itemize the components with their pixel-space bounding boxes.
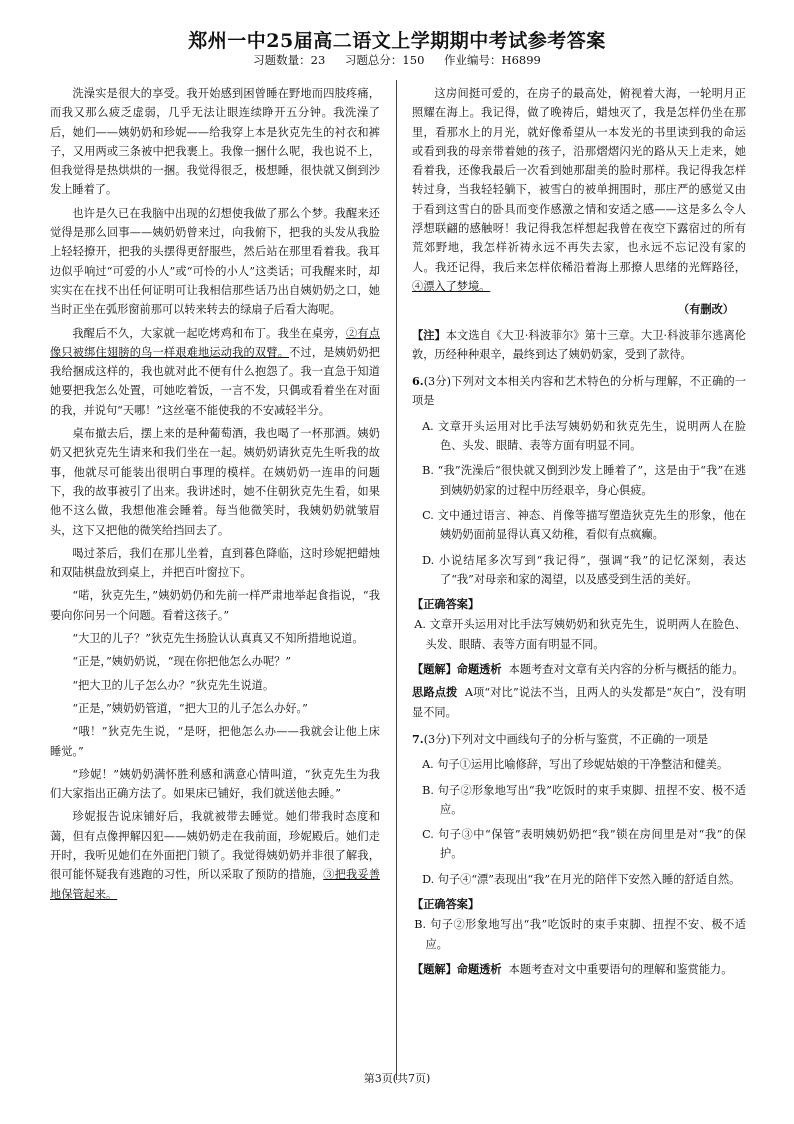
passage-paragraph: “正是，”姨奶奶管道，“把大卫的儿子怎么办好。” [72, 701, 308, 715]
question-7 [412, 730, 746, 749]
q6-answer: A. 文章开头运用对比手法写姨奶奶和狄克先生，说明两人在脸色、头发、眼睛、表等方面有明显不同。 [414, 618, 746, 651]
q7-option-d: D. 句子④“漂”表现出“我”在月光的陪伴下安然入睡的舒适自然。 [422, 872, 741, 886]
passage-paragraph: “大卫的儿子？”狄克先生扬脸认认真真又不知所措地说道。 [72, 632, 364, 646]
passage-paragraph: “哦！”狄克先生说，“是呀，把他怎么办——我就会让他上床睡觉。” [50, 725, 380, 758]
analysis-label: 【题解】命题透析 [412, 961, 502, 976]
question-text: (3分)下列对文本相关内容和艺术特色的分析与理解，不正确的一项是 [412, 375, 746, 408]
analysis-text: 本题考查对文章有关内容的分析与概括的能力。 [508, 663, 744, 677]
passage-paragraph: “喏，狄克先生，”姨奶奶仍和先前一样严肃地举起食指说，“我要向你问另一个问题。看着这孩子。” [50, 589, 380, 622]
passage-paragraph [50, 807, 380, 903]
question-number: 6. [412, 374, 424, 389]
passage-paragraph: “珍妮！”姨奶奶满怀胜利感和满意心情叫道，“狄克先生为我们大家指出正确方法了。如果床已铺好，我们就送他去睡。” [50, 767, 380, 801]
question-number: 7. [412, 731, 424, 746]
page-title: 郑州一中25届高二语文上学期期中考试参考答案 [188, 30, 606, 52]
q6-option-c: C. 文中通过语言、神态、肖像等描写塑造狄克先生的形象，他在姨奶奶面前显得认真又幼稚，看似有点疯癫。 [422, 508, 746, 542]
q7-analysis [412, 960, 746, 979]
passage-text: 我醒后不久，大家就一起吃烤鸡和布丁。我坐在桌旁， [72, 326, 346, 340]
q7-option-b: B. 句子②形象地写出“我”吃饭时的束手束脚、扭捏不安、极不适应。 [422, 783, 746, 816]
q6-option-a: A. 文章开头运用对比手法写姨奶奶和狄克先生，说明两人在脸色、头发、眼睛、表等方面有明显不同。 [422, 419, 746, 453]
passage-paragraph: 洗澡实是很大的享受。我开始感到困曾睡在野地而四肢疼痛，而我又那么疲乏虚弱，几乎无法让眼连续睁开五分钟。我洗澡了后，她们——姨奶奶和珍妮——给我穿上本是狄克先生的衬衣和裤子，又用两或三条被中把我裹上。我像一捆什么呢，我也说不上，但我觉得是热烘烘的一捆。我觉得很乏，极想睡，很快就又倒到沙发上睡着了。 [50, 87, 380, 197]
hint-label: 思路点拨 [412, 685, 458, 700]
underlined-sentence-2: ②有点像只被绑住翅膀的鸟一样艰难地运动我的双臂。 [50, 326, 380, 359]
hint-text: A项“对比”说法不当，且两人的头发都是“灰白”，没有明显不同。 [412, 686, 746, 719]
question-text: (3分)下列对文中画线句子的分析与鉴赏，不正确的一项是 [423, 732, 709, 746]
underlined-sentence-4: ④漂入了梦境。 [412, 279, 491, 293]
q6-answer-label: 【正确答案】 [412, 597, 480, 612]
q7-answer-label: 【正确答案】 [412, 896, 480, 911]
q7-option-a: A. 句子①运用比喻修辞，写出了珍妮姑娘的干净整洁和健美。 [422, 758, 729, 772]
note-text: 本文选自《大卫·科波菲尔》第十三章。大卫·科波菲尔逃离伦敦，历经种种艰辛，最终到达了姨奶奶家，受到了款待。 [412, 328, 746, 361]
source-note [412, 326, 746, 365]
total-score: 习题总分：150 [344, 53, 425, 67]
assignment-number: 作业编号：H6899 [444, 53, 541, 67]
abridged-mark: （有删改） [678, 302, 734, 317]
q7-option-c: C. 句子③中“保管”表明姨奶奶把“我”锁在房间里是对“我”的保护。 [422, 828, 746, 861]
exam-meta [0, 52, 794, 68]
analysis-label: 【题解】命题透析 [412, 662, 502, 677]
q7-answer: B. 句子②形象地写出“我”吃饭时的束手束脚、扭捏不安、极不适应。 [414, 918, 746, 951]
passage-paragraph [412, 84, 746, 296]
question-count: 习题数量：23 [253, 53, 326, 67]
passage-paragraph: 也许是久已在我脑中出现的幻想使我做了那么个梦。我醒来还觉得是那么回事——姨奶奶曾来过，向我俯下，把我的头发从我脸上轻轻撩开，把我的头摆得更舒服些，然后站在那里看着我。我耳边似乎响过“可爱的小人”或“可怜的小人”这类话；可我醒来时，却实实在在找不出任何证明可让我相信那些话乃出自姨奶奶之口，她当时正坐在弧形窗前那可以转来转去的绿扇子后看大海呢。 [50, 206, 380, 317]
right-column [412, 84, 746, 983]
q6-hint [412, 683, 746, 722]
passage-text: 珍妮报告说床铺好后，我就被带去睡觉。她们带我时态度和蔼，但有点像押解囚犯——姨奶奶走在我前面，珍妮殿后。她们走开时，我听见她们在外面把门锁了。我觉得姨奶奶并非很了解我，很可能怀疑我有逃跑的习性，所以采取了预防的措施， [50, 810, 380, 882]
q6-option-b: B. “我”洗澡后“很快就又倒到沙发上睡着了”，这是由于“我”在逃到姨奶奶家的过程中历经艰辛，身心俱疲。 [422, 464, 746, 497]
passage-paragraph: 喝过茶后，我们在那儿坐着，直到暮色降临，这时珍妮把蜡烛和双陆棋盘放到桌上，并把百叶窗拉下。 [50, 546, 380, 580]
passage-text: 这房间挺可爱的，在房子的最高处，俯视着大海，一轮明月正照耀在海上。我记得，做了晚祷后，蜡烛灭了，我是怎样仍坐在那里，看那水上的月光，就好像希望从一本发光的书里读到我的命运或看到我的母亲带着她的孩子，沿那熠熠闪光的路从天上走来，她看着我，还像我最后一次看到她那甜美的脸时那样。我记得我怎样转过身，当我轻轻躺下，被雪白的被单拥围时，那庄严的感觉又由于看到这雪白的卧具而变作感激之情和安适之感——这是多么令人浮想联翩的感触呀！我记得我怎样想起我曾在夜空下露宿过的所有荒郊野地，我怎样祈祷永远不再失去家，也永远不忘记没有家的人。我还记得，我后来怎样依稀沿着海上那撩人思绪的光辉路径， [412, 87, 746, 274]
passage-paragraph [50, 324, 380, 420]
left-column [50, 84, 380, 908]
passage-paragraph: “把大卫的儿子怎么办？”狄克先生说道。 [72, 678, 275, 692]
note-label: 【注】 [412, 327, 446, 342]
q6-analysis [412, 660, 746, 679]
column-divider [396, 80, 397, 1080]
passage-paragraph: 桌布撤去后，摆上来的是种葡萄酒，我也喝了一杯那酒。姨奶奶又把狄克先生请来和我们坐在一起。姨奶奶请狄克先生听我的故事，他就尽可能装出很明白事理的模样。在姨奶奶一连串的问题下，我的故事被引了出来。我讲述时，她不住朝狄克先生看，如果他不这么做，我想他准会睡着。每当他微笑时，我姨奶奶就皱眉头，这下又把他的微笑给挡回去了。 [50, 427, 380, 537]
underlined-sentence-3: ③把我妥善地保管起来。 [50, 868, 380, 901]
page-number: 第3页(共7页) [363, 1072, 431, 1085]
passage-paragraph: “正是，”姨奶奶说，“现在你把他怎么办呢？” [72, 655, 292, 669]
passage-text: 不过，是姨奶奶把我给捆成这样的，我也就对此不便有什么抱怨了。我一直急于知道她要把我怎么处置，可她吃着饭，一言不发，只偶或看着坐在对面的我，并说句“天哪！”这丝毫不能使我的不安减轻半分。 [50, 345, 380, 417]
question-6 [412, 372, 746, 411]
q6-option-d: D. 小说结尾多次写到“我记得”，强调“我”的记忆深刻，表达了“我”对母亲和家的渴望，以及感受到生活的美好。 [422, 553, 746, 586]
analysis-text: 本题考查对文中重要语句的理解和鉴赏能力。 [508, 962, 733, 976]
